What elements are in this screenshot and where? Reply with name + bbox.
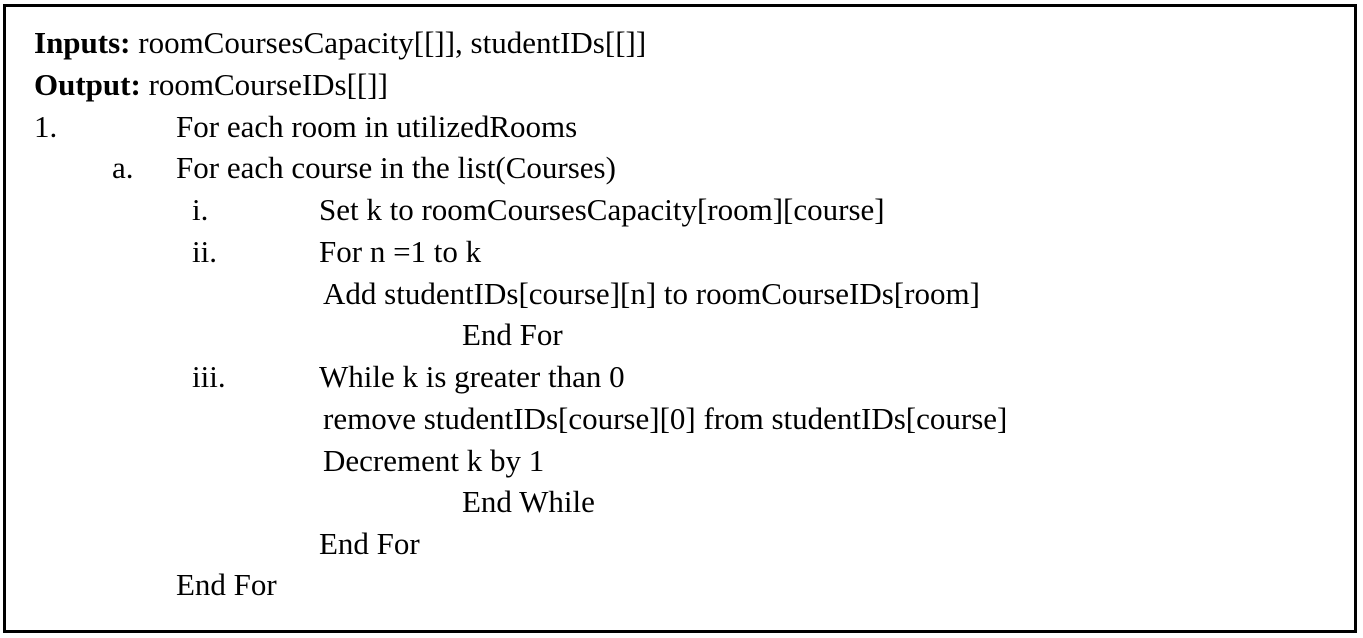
step-1-number: 1. (34, 109, 58, 144)
output-line (34, 67, 388, 103)
inputs-line (34, 25, 646, 61)
step-1-end: End For (176, 567, 277, 602)
output-label: Output: (34, 67, 141, 102)
step-iii-number: iii. (192, 359, 226, 394)
step-iii-end: End While (462, 484, 595, 519)
step-i-number: i. (192, 192, 209, 227)
step-ii-number: ii. (192, 234, 217, 269)
step-iii-text: While k is greater than 0 (319, 359, 625, 394)
step-ii-end: End For (462, 317, 563, 352)
step-ii-text: For n =1 to k (319, 234, 482, 269)
step-1-text: For each room in utilizedRooms (176, 109, 578, 144)
inputs-label: Inputs: (34, 25, 131, 60)
step-a-text: For each course in the list(Courses) (176, 150, 616, 185)
step-i-text: Set k to roomCoursesCapacity[room][course] (319, 192, 885, 227)
step-a-number: a. (112, 150, 134, 185)
step-iii-body-1: remove studentIDs[course][0] from studentIDs[course] (323, 401, 1008, 436)
step-iii-body-2: Decrement k by 1 (323, 443, 545, 478)
inputs-value: roomCoursesCapacity[[]], studentIDs[[]] (138, 25, 647, 60)
output-value: roomCourseIDs[[]] (148, 67, 388, 102)
step-a-end: End For (319, 526, 420, 561)
step-ii-body: Add studentIDs[course][n] to roomCourseIDs[room] (323, 276, 980, 311)
